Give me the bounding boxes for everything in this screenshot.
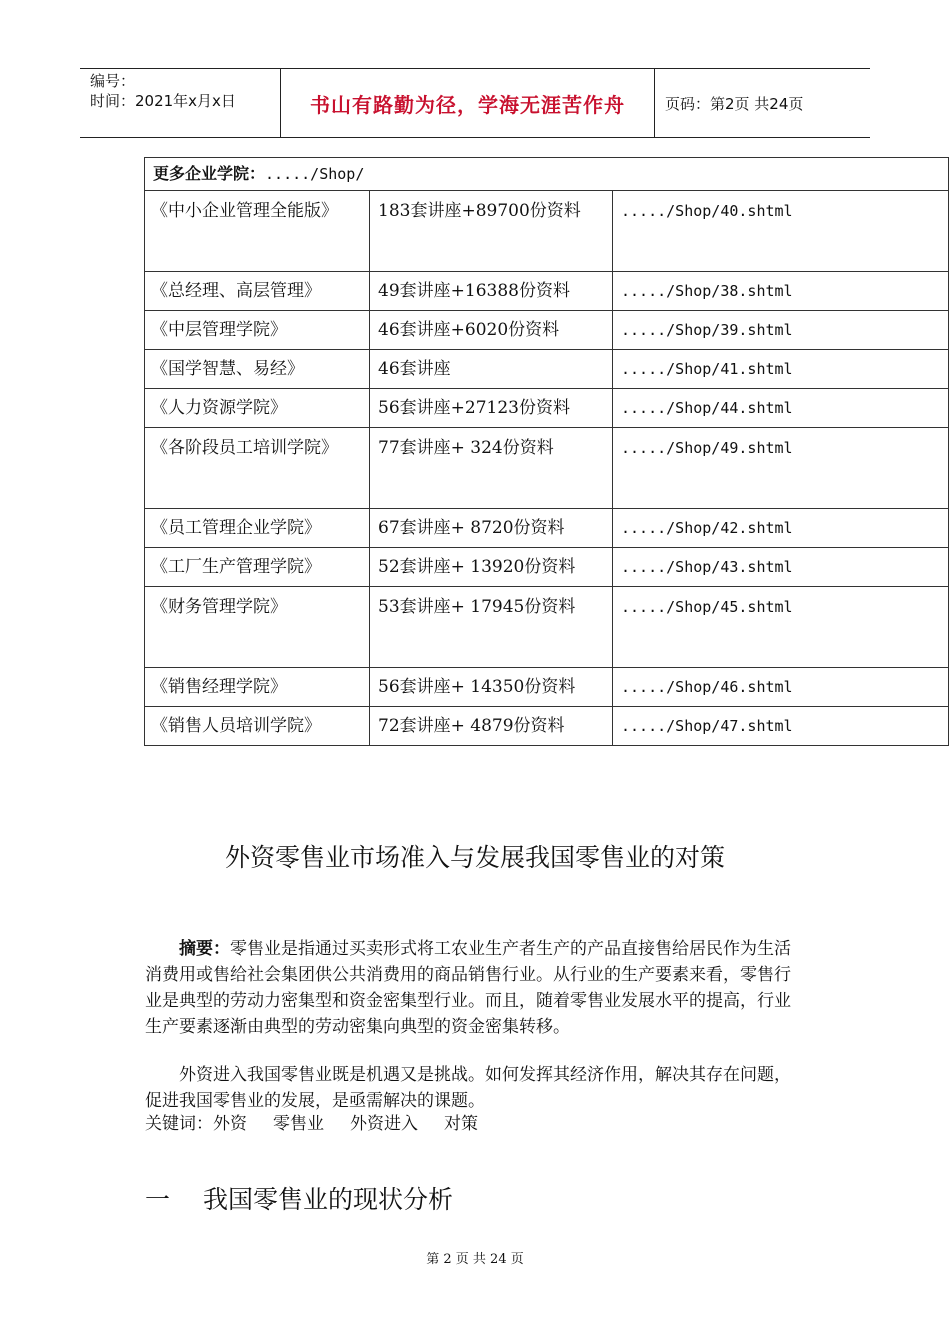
academy-content-cell: 52套讲座+ 13920份资料 [370, 548, 613, 587]
academy-name-cell: 《总经理、高层管理》 [145, 272, 370, 311]
intro-paragraph: 外资进入我国零售业既是机遇又是挑战。如何发挥其经济作用，解决其存在问题，促进我国零售业的发展，是亟需解决的课题。 [145, 1065, 791, 1111]
page-info: 页码：第2页 共24页 [665, 94, 804, 113]
header-motto-cell [281, 69, 655, 137]
number-label: 编号： [90, 72, 136, 90]
academy-link-cell[interactable]: ...../Shop/40.shtml [613, 191, 949, 272]
academy-name-cell: 《工厂生产管理学院》 [145, 548, 370, 587]
keyword: 外资进入 [350, 1114, 418, 1134]
academy-name-cell: 《销售经理学院》 [145, 668, 370, 707]
table-row [145, 272, 949, 311]
academy-name-cell: 《各阶段员工培训学院》 [145, 428, 370, 509]
table-row [145, 350, 949, 389]
academy-link-cell[interactable]: ...../Shop/47.shtml [613, 707, 949, 746]
page-header [80, 68, 870, 138]
abstract-paragraph [145, 936, 805, 1040]
academy-content-cell: 72套讲座+ 4879份资料 [370, 707, 613, 746]
table-row [145, 587, 949, 668]
academy-link-cell[interactable]: ...../Shop/39.shtml [613, 311, 949, 350]
table-row [145, 707, 949, 746]
keyword: 外资 [213, 1114, 247, 1134]
academy-name-cell: 《员工管理企业学院》 [145, 509, 370, 548]
table-header-label: 更多企业学院： [153, 164, 266, 183]
academy-name-cell: 《中层管理学院》 [145, 311, 370, 350]
academy-content-cell: 53套讲座+ 17945份资料 [370, 587, 613, 668]
academy-name-cell: 《国学智慧、易经》 [145, 350, 370, 389]
academy-name-cell: 《财务管理学院》 [145, 587, 370, 668]
academy-link-cell[interactable]: ...../Shop/42.shtml [613, 509, 949, 548]
keyword: 对策 [444, 1114, 478, 1134]
keywords-line [145, 1111, 504, 1137]
abstract-label: 摘要： [179, 939, 230, 959]
academy-link-cell[interactable]: ...../Shop/38.shtml [613, 272, 949, 311]
academy-content-cell: 183套讲座+89700份资料 [370, 191, 613, 272]
academy-name-cell: 《人力资源学院》 [145, 389, 370, 428]
academy-link-cell[interactable]: ...../Shop/45.shtml [613, 587, 949, 668]
keyword: 零售业 [273, 1114, 324, 1134]
time-label: 时间：2021年x月x日 [90, 92, 236, 110]
academy-content-cell: 46套讲座 [370, 350, 613, 389]
academy-link-cell[interactable]: ...../Shop/44.shtml [613, 389, 949, 428]
academy-content-cell: 56套讲座+ 14350份资料 [370, 668, 613, 707]
section-title: 我国零售业的现状分析 [203, 1185, 454, 1214]
page-footer: 第 2 页 共 24 页 [426, 1252, 524, 1267]
academy-name-cell: 《中小企业管理全能版》 [145, 191, 370, 272]
academy-content-cell: 56套讲座+27123份资料 [370, 389, 613, 428]
table-row [145, 389, 949, 428]
academy-content-cell: 77套讲座+ 324份资料 [370, 428, 613, 509]
abstract-text: 零售业是指通过买卖形式将工农业生产者生产的产品直接售给居民作为生活消费用或售给社会集团供公共消费用的商品销售行业。从行业的生产要素来看，零售行业是典型的劳动力密集型和资金密集型行业。而且，随着零售业发展水平的提高，行业生产要素逐渐由典型的劳动密集向典型的资金密集转移。 [145, 939, 791, 1037]
document-title: 外资零售业市场准入与发展我国零售业的对策 [224, 843, 725, 872]
section-heading [145, 1180, 453, 1216]
academy-content-cell: 67套讲座+ 8720份资料 [370, 509, 613, 548]
table-row [145, 311, 949, 350]
table-header-cell [145, 158, 949, 191]
section-number: 一 [145, 1185, 171, 1214]
header-page-cell [655, 69, 870, 137]
motto: 书山有路勤为径，学海无涯苦作舟 [310, 92, 625, 117]
table-header-link[interactable]: ...../Shop/ [265, 165, 365, 183]
table-row [145, 191, 949, 272]
academy-link-cell[interactable]: ...../Shop/49.shtml [613, 428, 949, 509]
academy-link-cell[interactable]: ...../Shop/41.shtml [613, 350, 949, 389]
keywords-label: 关键词： [145, 1114, 213, 1134]
academy-content-cell: 49套讲座+16388份资料 [370, 272, 613, 311]
academy-table [144, 157, 949, 746]
table-row [145, 668, 949, 707]
table-row [145, 428, 949, 509]
academy-name-cell: 《销售人员培训学院》 [145, 707, 370, 746]
academy-link-cell[interactable]: ...../Shop/46.shtml [613, 668, 949, 707]
academy-content-cell: 46套讲座+6020份资料 [370, 311, 613, 350]
table-row [145, 548, 949, 587]
header-meta [80, 69, 281, 137]
table-header-row [145, 158, 949, 191]
academy-link-cell[interactable]: ...../Shop/43.shtml [613, 548, 949, 587]
table-row [145, 509, 949, 548]
